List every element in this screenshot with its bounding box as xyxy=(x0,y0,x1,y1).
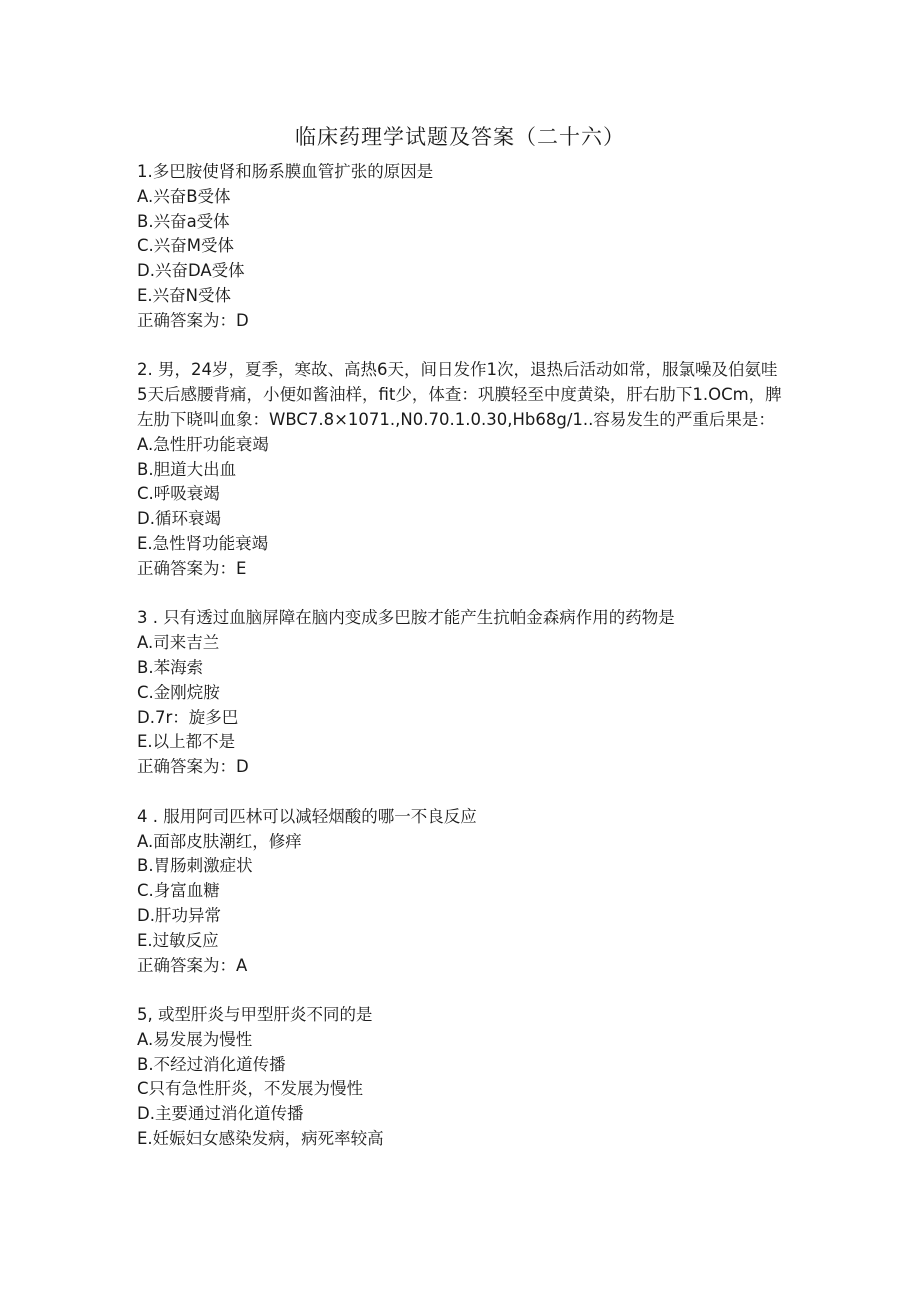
option-b: B.兴奋a受体 xyxy=(137,211,230,231)
option-d: D.主要通过消化道传播 xyxy=(137,1104,304,1124)
option-d: D.肝功异常 xyxy=(137,905,221,925)
answer-line: 正确答案为：D xyxy=(137,757,249,777)
option-e: E.急性肾功能衰竭 xyxy=(137,533,269,553)
question-3 xyxy=(137,606,787,780)
option-e: E.兴奋N受体 xyxy=(137,285,232,305)
option-a: A.急性肝功能衰竭 xyxy=(137,434,269,454)
question-stem: 4 . 服用阿司匹林可以减轻烟酸的哪一不良反应 xyxy=(137,806,477,826)
question-stem: 3 . 只有透过血脑屏障在脑内变成多巴胺才能产生抗帕金森病作用的药物是 xyxy=(137,608,675,628)
option-a: A.面部皮肤潮红，修痒 xyxy=(137,831,302,851)
option-b: B.胆道大出血 xyxy=(137,459,237,479)
option-c: C.金刚烷胺 xyxy=(137,682,220,702)
option-d: D.循环衰竭 xyxy=(137,509,221,529)
option-d: D.7r：旋多巴 xyxy=(137,707,239,727)
question-stem: 1.多巴胺使肾和肠系膜血管扩张的原因是 xyxy=(137,162,434,181)
option-b: B.苯海索 xyxy=(137,657,204,677)
question-stem: 5, 或型肝炎与甲型肝炎不同的是 xyxy=(137,1005,373,1025)
option-e: E.过敏反应 xyxy=(137,930,219,950)
question-5 xyxy=(137,1003,787,1152)
option-d: D.兴奋DA受体 xyxy=(137,261,245,281)
option-c: C只有急性肝炎，不发展为慢性 xyxy=(137,1079,364,1099)
option-c: C.身富血糖 xyxy=(137,881,220,901)
option-c: C.呼吸衰竭 xyxy=(137,484,220,504)
option-b: B.不经过消化道传播 xyxy=(137,1054,286,1074)
option-e: E.妊娠妇女感染发病，病死率较高 xyxy=(137,1129,384,1149)
answer-line: 正确答案为：A xyxy=(137,955,248,975)
document-title: 临床药理学试题及答案（二十六） xyxy=(295,125,625,149)
question-list xyxy=(137,160,787,1177)
option-e: E.以上都不是 xyxy=(137,732,236,752)
option-a: A.易发展为慢性 xyxy=(137,1029,253,1049)
option-b: B.胃肠刺激症状 xyxy=(137,856,253,876)
option-c: C.兴奋M受体 xyxy=(137,236,235,256)
option-a: A.司来吉兰 xyxy=(137,633,220,653)
question-1 xyxy=(137,160,787,334)
question-2 xyxy=(137,358,787,581)
answer-line: 正确答案为：D xyxy=(137,310,249,330)
answer-line: 正确答案为：E xyxy=(137,558,247,578)
question-4 xyxy=(137,805,787,979)
question-stem: 2. 男，24岁，夏季，寒故、高热6天，间日发作1次，退热后活动如常，服氯噪及伯氨哇5天后感腰背痛，小便如酱油样，fit少，体查：巩膜轻至中度黄染，肝右肋下1.OCm，脾左肋下晓叫血象：WBC7.8×1071.,N0.70.1.0.30,Hb68g∕1..容易发生的严重后果是： xyxy=(137,360,782,429)
option-a: A.兴奋B受体 xyxy=(137,186,231,206)
